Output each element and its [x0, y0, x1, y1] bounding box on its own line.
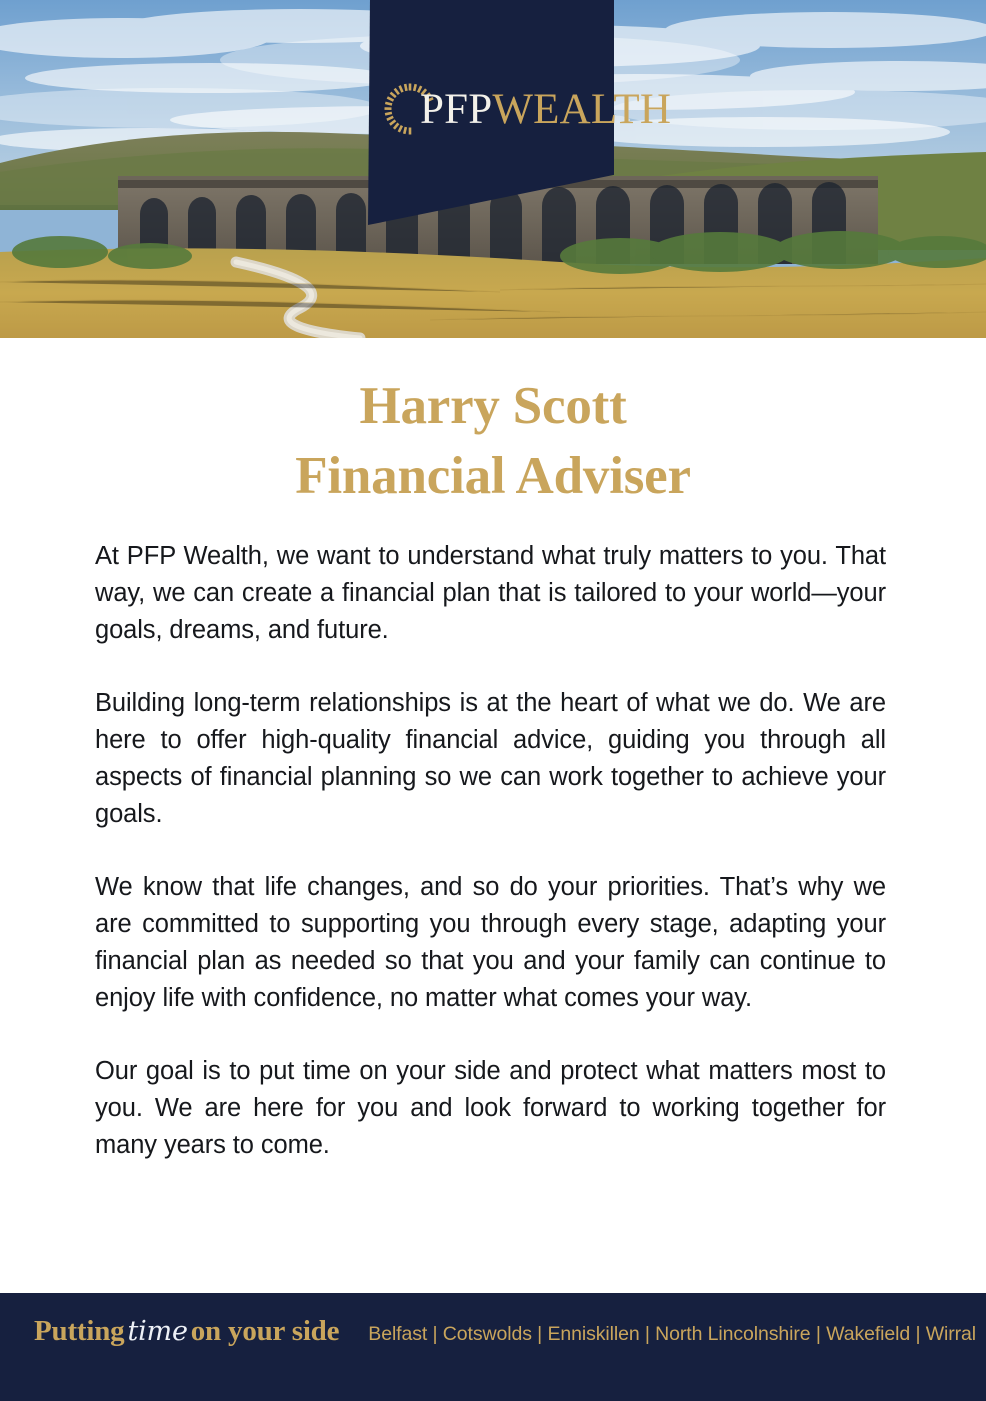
body-copy: [95, 538, 886, 1164]
logo-wordmark: [420, 85, 672, 133]
paragraph-1: At PFP Wealth, we want to understand what truly matters to you. That way, we can create a financial plan that is tailored to your world—your goals, dreams, and future.: [95, 542, 886, 644]
logo-text-wealth: WEALTH: [492, 85, 672, 133]
brand-logo: [382, 78, 671, 140]
footer-content: [34, 1315, 977, 1348]
footer-bar: [0, 1293, 986, 1401]
adviser-name: Harry Scott: [359, 377, 627, 435]
adviser-role: Financial Adviser: [295, 446, 691, 505]
paragraph-4: Our goal is to put time on your side and protect what matters most to you. We are here for you and look forward to working together for many years to come.: [95, 1056, 886, 1159]
page-title: [0, 372, 986, 512]
tagline-after: on your side: [190, 1315, 340, 1347]
logo-text-pfp: PFP: [420, 85, 493, 133]
tagline-before: Putting: [34, 1315, 125, 1347]
paragraph-2: Building long-term relationships is at the heart of what we do. We are here to offer high-quality financial advice, guiding you through all aspects of financial planning so we can work together to achieve your goals.: [95, 688, 886, 828]
tagline-script-word: time: [127, 1316, 188, 1347]
footer-tagline: [34, 1315, 339, 1348]
footer-locations: Belfast | Cotswolds | Enniskillen | North Lincolnshire | Wakefield | Wirral: [368, 1323, 977, 1345]
paragraph-3: We know that life changes, and so do your priorities. That’s why we are committed to supporting you through every stage, adapting your financial plan as needed so that you and your family can continue to enjoy life with confidence, no matter what comes your way.: [95, 872, 886, 1012]
